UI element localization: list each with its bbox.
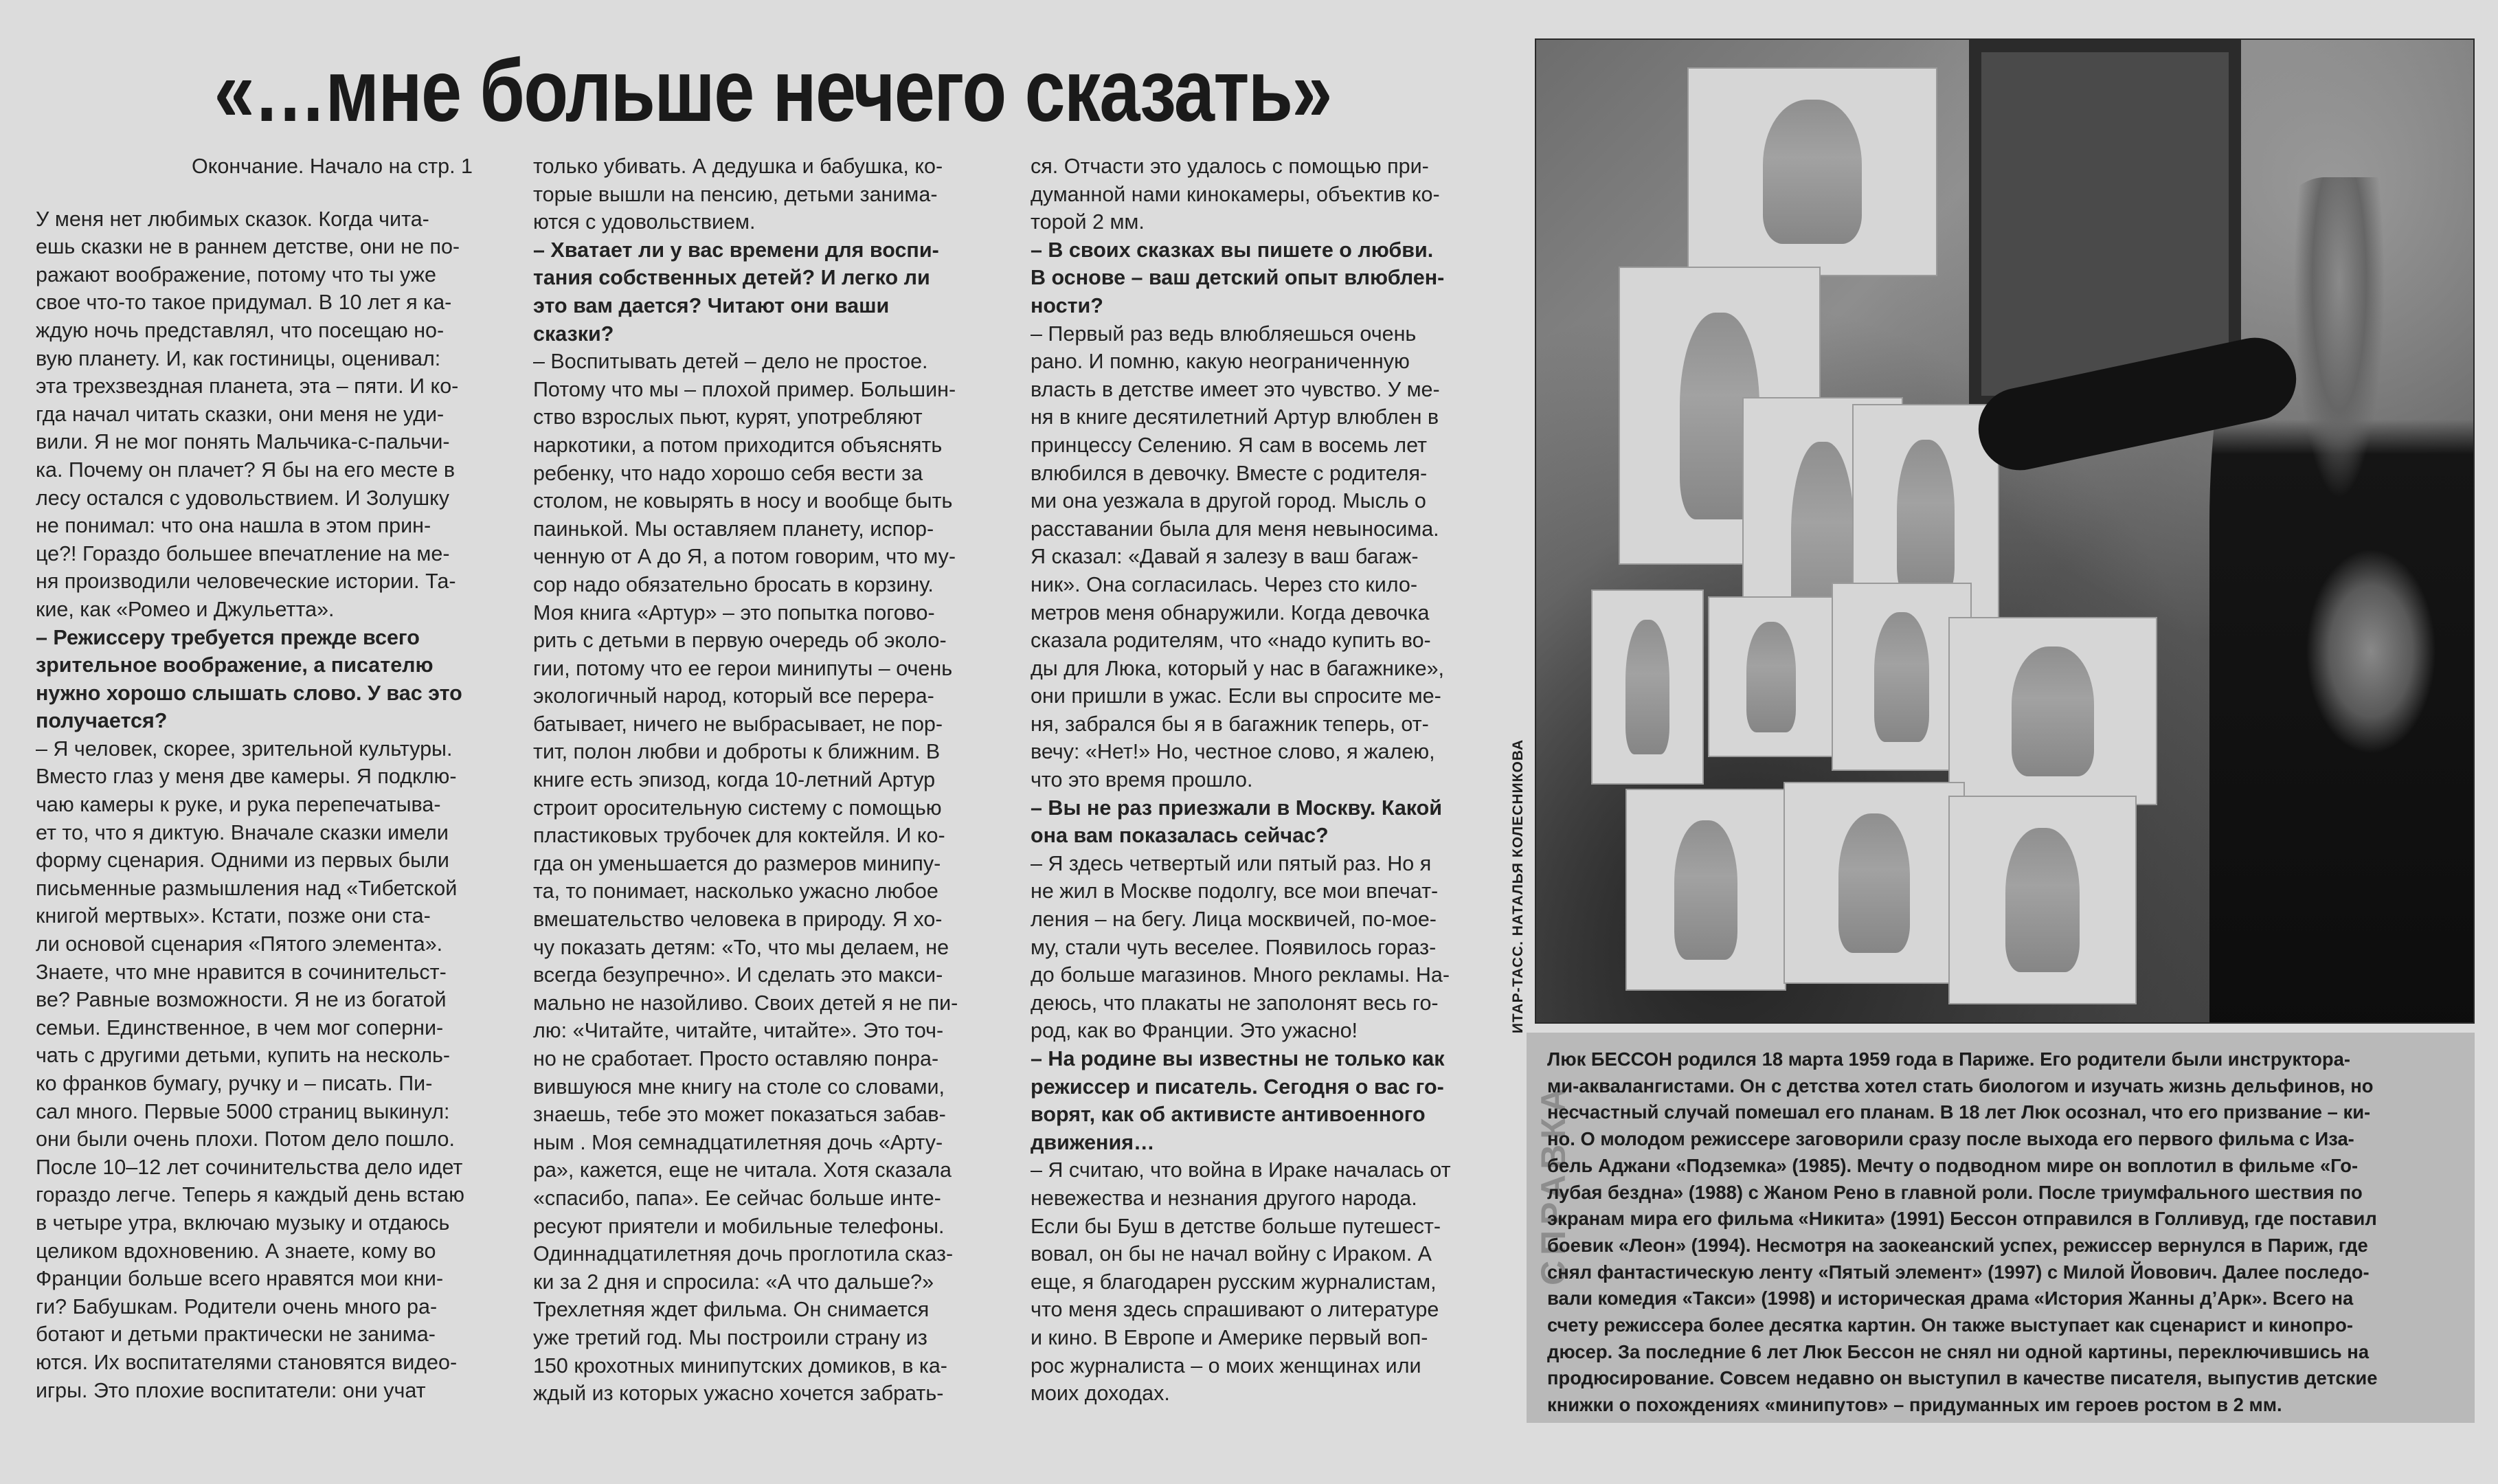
bio-text-line: дюсер. За последние 6 лет Люк Бессон не снял ни одной картины, переключившись на <box>1547 1340 2370 1362</box>
article-text-line: Если бы Буш в детстве больше путешест- <box>1031 1214 1441 1238</box>
article-text-line: форму сценария. Одними из первых были <box>36 848 449 873</box>
article-text-line: ги? Бабушкам. Родители очень много ра- <box>36 1294 438 1318</box>
article-text-line: ня производили человеческие истории. Та- <box>36 570 456 594</box>
photo-shirt-print <box>2306 548 2436 754</box>
bio-text-line: вали комедия «Такси» (1998) и историческая драма «История Жанны д’Арк». Всего на <box>1547 1288 2354 1309</box>
paragraph-spacer <box>36 181 475 205</box>
article-text-line: экологичный народ, который все перера- <box>533 684 934 708</box>
article-text-line: гда начал читать сказки, они меня не уди- <box>36 402 445 426</box>
interview-question-line: – Режиссеру требуется прежде всего <box>36 625 420 649</box>
article-text-line: что меня здесь спрашивают о литературе <box>1031 1298 1439 1322</box>
headline-block <box>27 21 1518 161</box>
interview-question-line: В основе – ваш детский опыт влюблен- <box>1031 266 1445 290</box>
article-text-line: свое что-то такое придумал. В 10 лет я ка- <box>36 291 452 315</box>
interview-question-line: получается? <box>36 709 168 733</box>
article-text-line: еще, я благодарен русским журналистам, <box>1031 1270 1437 1294</box>
article-text-line: письменные размышления над «Тибетской <box>36 876 458 900</box>
article-text-line: всегда безупречно». И сделать это макси- <box>533 963 943 987</box>
article-text-line: ребенку, что надо хорошо себя вести за <box>533 461 923 485</box>
interview-question-line: ности? <box>1031 293 1103 317</box>
interview-question-line: – Хватает ли у вас времени для воспи- <box>533 238 939 262</box>
article-text-line: – Я здесь четвертый или пятый раз. Но я <box>1031 851 1432 875</box>
article-text-line: вившуюся мне книгу на столе со словами, <box>533 1075 945 1099</box>
article-text-line: сор надо обязательно бросать в корзину. <box>533 572 934 596</box>
bio-box <box>1527 1033 2475 1423</box>
article-text-line: чу показать детям: «То, что мы делаем, не <box>533 935 949 959</box>
bio-tag-text: СПРАВКА <box>1534 1082 1573 1285</box>
bio-text-line: снял фантастическую ленту «Пятый элемент» (1997) с Милой Йовович. Далее последо- <box>1547 1261 2370 1283</box>
interview-question-line: зрительное воображение, а писателю <box>36 653 434 677</box>
article-text-line: вечу: «Нет!» Но, честное слово, я жалею, <box>1031 740 1435 764</box>
article-text-line: пластиковых трубочек для коктейля. И ко- <box>533 824 945 848</box>
article-text-line: сказала родителям, что «надо купить во- <box>1031 629 1431 653</box>
article-text-line: расставании была для меня невыносима. <box>1031 517 1439 541</box>
article-text-line: семьи. Единственное, в чем мог соперни- <box>36 1015 444 1039</box>
article-text-line: торые вышли на пенсию, детьми занима- <box>533 182 938 206</box>
child-drawing <box>1784 782 1965 984</box>
continuation-note: Окончание. Начало на стр. 1 <box>192 155 473 178</box>
article-text-line: деюсь, что плакаты не заполонят весь го- <box>1031 991 1439 1015</box>
article-text-line: Знаете, что мне нравится в сочинительст- <box>36 960 447 984</box>
bio-text-line: несчастный случай помешал его планам. В 18 лет Люк осознал, что его призвание – ки- <box>1547 1101 2371 1123</box>
article-text-line: ботают и детьми практически не занима- <box>36 1323 436 1347</box>
child-drawing <box>1708 596 1834 757</box>
article-text-line: ешь сказки не в раннем детстве, они не по- <box>36 235 460 259</box>
article-text-line: ресуют приятели и мобильные телефоны. <box>533 1214 945 1238</box>
article-text-line: ко франков бумагу, ручку и – писать. Пи- <box>36 1072 433 1095</box>
article-text-line: ления – на бегу. Лица москвичей, по-мое- <box>1031 908 1437 932</box>
article-text-line: ра», кажется, еще не читала. Хотя сказала <box>533 1158 952 1182</box>
article-column-2 <box>533 153 973 1408</box>
article-text-line: вовал, он бы не начал войну с Ираком. А <box>1031 1242 1432 1266</box>
article-text-line: тит, полон любви и доброты к ближним. В <box>533 740 941 764</box>
article-column-3 <box>1031 153 1470 1408</box>
article-text-line: думанной нами кинокамеры, объектив ко- <box>1031 182 1440 206</box>
article-text-line: му, стали чуть веселее. Появилось гораз- <box>1031 935 1437 959</box>
article-text-line: 150 крохотных минипутских домиков, в ка- <box>533 1353 947 1378</box>
interview-question-line: тания собственных детей? И легко ли <box>533 266 930 290</box>
article-text-line: рано. И помню, какую неограниченную <box>1031 350 1410 374</box>
article-text-line: У меня нет любимых сказок. Когда чита- <box>36 207 429 231</box>
article-text-line: Одиннадцатилетняя дочь проглотила сказ- <box>533 1242 954 1266</box>
article-text-line: и кино. В Европе и Америке первый воп- <box>1031 1325 1428 1349</box>
article-text-line: ся. Отчасти это удалось с помощью при- <box>1031 155 1429 178</box>
article-text-line: сал много. Первые 5000 страниц выкинул: <box>36 1099 450 1123</box>
article-text-line: ник». Она согласилась. Через сто кило- <box>1031 572 1417 596</box>
photo-luc-besson <box>1535 38 2475 1024</box>
interview-question-line: движения… <box>1031 1130 1155 1154</box>
bio-text-line: но. О молодом режиссере заговорили сразу после выхода его первого фильма с Иза- <box>1547 1128 2354 1150</box>
article-text-line: рос журналиста – о моих женщинах или <box>1031 1353 1421 1378</box>
article-text-line: торой 2 мм. <box>1031 210 1145 234</box>
article-text-line: – Я считаю, что война в Ираке началась от <box>1031 1158 1451 1182</box>
article-text-line: ным . Моя семнадцатилетняя дочь «Арту- <box>533 1130 943 1154</box>
article-text-line: – Воспитывать детей – дело не простое. <box>533 350 928 374</box>
article-text-line: до больше магазинов. Много рекламы. На- <box>1031 963 1450 987</box>
article-text-line: Вместо глаз у меня две камеры. Я подклю- <box>36 765 457 789</box>
article-text-line: ются с удовольствием. <box>533 210 756 234</box>
child-drawing <box>1948 617 2157 805</box>
article-text-line: «спасибо, папа». Ее сейчас больше инте- <box>533 1186 941 1210</box>
article-text-line: мально не назойливо. Своих детей я не пи- <box>533 991 958 1015</box>
article-text-line: ми она уезжала в другой город. Мысль о <box>1031 489 1426 513</box>
bio-text-line: Люк БЕССОН родился 18 марта 1959 года в Париже. Его родители были инструктора- <box>1547 1048 2350 1070</box>
article-text-line: батывает, ничего не выбрасывает, не пор- <box>533 712 943 736</box>
article-text-line: – Первый раз ведь влюбляешься очень <box>1031 322 1417 346</box>
article-text-line: ство взрослых пьют, курят, употребляют <box>533 405 923 429</box>
article-text-line: не понимал: что она нашла в этом прин- <box>36 514 431 538</box>
article-text-line: та, то понимает, насколько ужасно любое <box>533 879 938 903</box>
article-text-line: гораздо легче. Теперь я каждый день встаю <box>36 1183 465 1207</box>
bio-text-line: боевик «Леон» (1994). Несмотря на заокеанский успех, режиссер вернулся в Париж, где <box>1547 1234 2368 1256</box>
bio-text <box>1547 1046 2468 1419</box>
article-text-line: Потому что мы – плохой пример. Большин- <box>533 377 956 401</box>
article-text-line: эта трехзвездная планета, эта – пяти. И ко- <box>36 374 459 398</box>
child-drawing <box>1687 67 1937 276</box>
article-text-line: ченную от А до Я, а потом говорим, что му- <box>533 545 956 569</box>
interview-question-line: ворят, как об активисте антивоенного <box>1031 1103 1426 1127</box>
article-text-line: чаю камеры к руке, и рука перепечатыва- <box>36 793 441 817</box>
article-text-line: ня, забрался бы я в багажник теперь, от- <box>1031 712 1429 736</box>
article-text-line: влюбился в девочку. Вместе с родителя- <box>1031 461 1428 485</box>
article-text-line: ли основой сценария «Пятого элемента». <box>36 932 443 956</box>
article-text-line: невежества и незнания другого народа. <box>1031 1186 1417 1210</box>
article-text-line: ждую ночь представлял, что посещаю но- <box>36 318 445 342</box>
article-text-line: После 10–12 лет сочинительства дело идет <box>36 1155 463 1179</box>
article-text-line: наркотики, а потом приходится объяснять <box>533 433 943 457</box>
article-text-line: власть в детстве имеет это чувство. У ме- <box>1031 377 1440 401</box>
article-text-line: гии, потому что ее герои минипуты – очень <box>533 656 953 680</box>
article-text-line: ждый из которых ужасно хочется забрать- <box>533 1382 944 1406</box>
interview-question-line: это вам дается? Читают они ваши <box>533 293 890 317</box>
interview-question-line: нужно хорошо слышать слово. У вас это <box>36 681 462 705</box>
article-text-line: книге есть эпизод, когда 10-летний Артур <box>533 768 936 792</box>
interview-question-line: – В своих сказках вы пишете о любви. <box>1031 238 1434 262</box>
article-text-line: ражают воображение, потому что ты уже <box>36 262 436 286</box>
interview-question-line: режиссер и писатель. Сегодня о вас го- <box>1031 1075 1444 1099</box>
article-text-line: ня в книге десятилетний Артур влюблен в <box>1031 405 1439 429</box>
article-text-line: лю: «Читайте, читайте, читайте». Это точ- <box>533 1019 944 1043</box>
article-text-line: только убивать. А дедушка и бабушка, ко- <box>533 155 943 178</box>
bio-text-line: ми-аквалангистами. Он с детства хотел стать биологом и изучать жизнь дельфинов, но <box>1547 1075 2374 1097</box>
article-text-line: ды для Люка, который у нас в багажнике», <box>1031 656 1445 680</box>
article-text-line: лесу остался с удовольствием. И Золушку <box>36 486 450 510</box>
child-drawing <box>1948 796 2137 1004</box>
article-column-1 <box>36 153 475 1404</box>
article-text-line: вили. Я не мог понять Мальчика-с-пальчи- <box>36 430 450 454</box>
photo-credit <box>1505 739 1532 1034</box>
interview-question-line: сказки? <box>533 322 614 346</box>
article-text-line: чать с другими детьми, купить на несколь- <box>36 1044 451 1068</box>
article-text-line: моих доходах. <box>1031 1382 1170 1406</box>
article-text-line: строит оросительную систему с помощью <box>533 796 942 820</box>
article-text-line: кие, как «Ромео и Джульетта». <box>36 597 335 621</box>
bio-text-line: бель Аджани «Подземка» (1985). Мечту о подводном мире он воплотил в фильме «Го- <box>1547 1154 2359 1176</box>
article-text-line: ве? Равные возможности. Я не из богатой <box>36 988 447 1012</box>
article-text-line: ет то, что я диктую. Вначале сказки имели <box>36 820 449 844</box>
article-text-line: паинькой. Мы оставляем планету, испор- <box>533 517 934 541</box>
article-text-line: ки за 2 дня и спросила: «А что дальше?» <box>533 1270 934 1294</box>
article-text-line: вую планету. И, как гостиницы, оценивал: <box>36 346 441 370</box>
article-text-line: Франции больше всего нравятся мои кни- <box>36 1267 444 1291</box>
article-text-line: они пришли в ужас. Если вы спросите ме- <box>1031 684 1441 708</box>
article-text-line: уже третий год. Мы построили страну из <box>533 1325 927 1349</box>
article-text-line: гда он уменьшается до размеров минипу- <box>533 851 941 875</box>
article-text-line: но не сработает. Просто оставляю понра- <box>533 1047 939 1070</box>
photo-credit-text: ИТАР-ТАСС. НАТАЛЬЯ КОЛЕСНИКОВА <box>1510 739 1526 1034</box>
interview-question-line: – Вы не раз приезжали в Москву. Какой <box>1031 796 1443 820</box>
article-text-line: ка. Почему он плачет? Я бы на его месте в <box>36 458 455 482</box>
bio-text-line: книжки о похождениях «минипутов» – придуманных им героев ростом в 2 мм. <box>1547 1394 2282 1416</box>
interview-question-line: она вам показалась сейчас? <box>1031 824 1329 848</box>
article-text-line: рить с детьми в первую очередь об эколо- <box>533 629 947 653</box>
bio-text-line: счету режиссера более десятка картин. Он также выступает как сценарист и кинопро- <box>1547 1314 2353 1336</box>
bio-text-line: продюсирование. Совсем недавно он выступил в качестве писателя, выпустив детские <box>1547 1367 2378 1389</box>
article-text-line: целиком вдохновению. А знаете, кому во <box>36 1239 436 1263</box>
article-text-line: они были очень плохи. Потом дело пошло. <box>36 1127 455 1151</box>
article-text-line: что это время прошло. <box>1031 768 1253 792</box>
article-text-line: – Я человек, скорее, зрительной культуры. <box>36 737 453 761</box>
bio-text-line: экранам мира его фильма «Никита» (1991) Бессон отправился в Голливуд, где поставил <box>1547 1208 2377 1230</box>
article-text-line: книгой мертвых». Кстати, позже они ста- <box>36 904 431 928</box>
article-text-line: столом, не ковырять в носу и вообще быть <box>533 489 953 513</box>
article-text-line: Моя книга «Артур» – это попытка погово- <box>533 600 935 625</box>
article-text-line: Трехлетняя ждет фильма. Он снимается <box>533 1298 930 1322</box>
article-text-line: игры. Это плохие воспитатели: они учат <box>36 1378 426 1402</box>
article-text-line: метров меня обнаружили. Когда девочка <box>1031 600 1430 625</box>
bio-text-line: лубая бездна» (1988) с Жаном Рено в главной роли. После триумфального шествия по <box>1547 1181 2363 1203</box>
article-headline: «…мне больше нечего сказать» <box>214 41 1332 140</box>
article-text-line: вмешательство человека в природу. Я хо- <box>533 908 943 932</box>
article-text-line: це?! Гораздо большее впечатление на ме- <box>36 541 450 565</box>
article-text-line: ются. Их воспитателями становятся видео- <box>36 1350 458 1374</box>
article-text-line: не жил в Москве подолгу, все мои впечат- <box>1031 879 1439 903</box>
child-drawing <box>1625 789 1786 991</box>
article-text-line: знаешь, тебе это может показаться забав- <box>533 1103 946 1127</box>
article-text-line: Я сказал: «Давай я залезу в ваш багаж- <box>1031 545 1419 569</box>
article-text-line: род, как во Франции. Это ужасно! <box>1031 1019 1358 1043</box>
child-drawing <box>1591 589 1704 785</box>
article-text-line: принцессу Селению. Я сам в восемь лет <box>1031 433 1428 457</box>
interview-question-line: – На родине вы известны не только как <box>1031 1047 1445 1070</box>
article-text-line: в четыре утра, включаю музыку и отдаюсь <box>36 1211 450 1235</box>
